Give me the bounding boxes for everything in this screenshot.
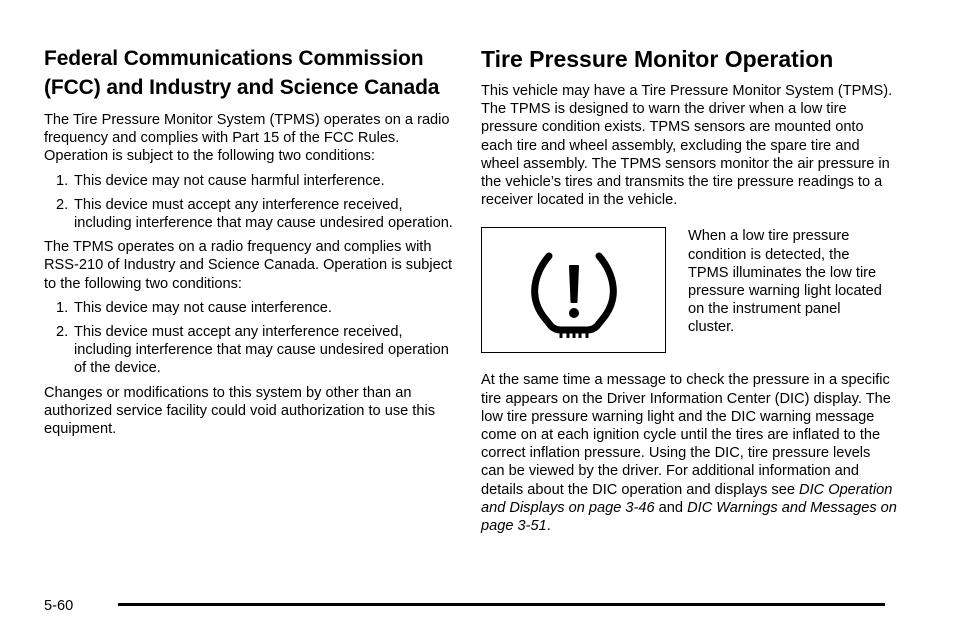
tire-pressure-warning-icon <box>519 242 629 338</box>
list-text: This device must accept any interference received, including interference that may cause undesired operation of the device. <box>74 324 449 377</box>
list-item <box>44 196 454 232</box>
list-item <box>44 323 454 378</box>
dic-warnings-reference-link[interactable]: DIC Warnings and Messages on page 3-51 <box>481 499 897 535</box>
footer-rule <box>118 603 885 606</box>
left-column <box>44 44 454 444</box>
figure-caption: When a low tire pressure condition is detected, the TPMS illuminates the low tire pressure warning light located on the instrument panel cluster. <box>688 228 882 336</box>
list-number: 2. <box>56 196 69 213</box>
and-text: and <box>654 499 688 516</box>
list-item <box>44 172 454 190</box>
dic-paragraph <box>481 371 897 535</box>
list-item <box>44 299 454 317</box>
list-text: This device may not cause interference. <box>74 299 332 316</box>
dic-text: At the same time a message to check the pressure in a specific tire appears on the Driver Information Center (DIC) display. The low tire pressure warning light and the DIC warning message come on at each ignition cycle until the tires are inflated to the correct inflation pressure. Using the DIC, tire pressure levels can be viewed by the driver. For additional information and details about the DIC operation and displays see <box>481 372 891 498</box>
modifications-paragraph: Changes or modifications to this system by other than an authorized service facility could void authorization to use this equipment. <box>44 384 435 438</box>
fcc-paragraph-1: The Tire Pressure Monitor System (TPMS) operates on a radio frequency and complies with Part 15 of the FCC Rules. Operation is subject to the following two conditions: <box>44 112 450 165</box>
list-number: 1. <box>56 299 69 316</box>
fcc-heading: Federal Communications Commission (FCC) and Industry and Science Canada <box>44 47 440 99</box>
tpms-heading: Tire Pressure Monitor Operation <box>481 46 834 72</box>
list-number: 1. <box>56 172 69 189</box>
canada-paragraph: The TPMS operates on a radio frequency and complies with RSS-210 of Industry and Science Canada. Operation is subject to the following two conditions: <box>44 239 453 292</box>
list-text: This device must accept any interference received, including interference that may cause undesired operation. <box>74 196 453 232</box>
list-number: 2. <box>56 324 69 341</box>
dic-operation-reference-link[interactable]: DIC Operation and Displays on page 3-46 <box>481 481 893 516</box>
warning-light-figure <box>481 227 897 353</box>
fcc-conditions-list <box>44 172 454 233</box>
figure-frame <box>481 227 666 353</box>
list-text: This device may not cause harmful interference. <box>74 172 385 189</box>
tpms-intro-paragraph: This vehicle may have a Tire Pressure Monitor System (TPMS). The TPMS is designed to warn the driver when a low tire pressure condition exists. TPMS sensors are mounted onto each tire and wheel assembly, excluding the spare tire and wheel assembly. The TPMS sensors monitor the air pressure in the vehicle’s tires and transmits the tire pressure readings to a receiver located in the vehicle. <box>481 83 893 209</box>
canada-conditions-list <box>44 299 454 378</box>
right-column <box>481 44 897 535</box>
end-text: . <box>546 518 551 535</box>
page-number: 5-60 <box>44 598 74 614</box>
